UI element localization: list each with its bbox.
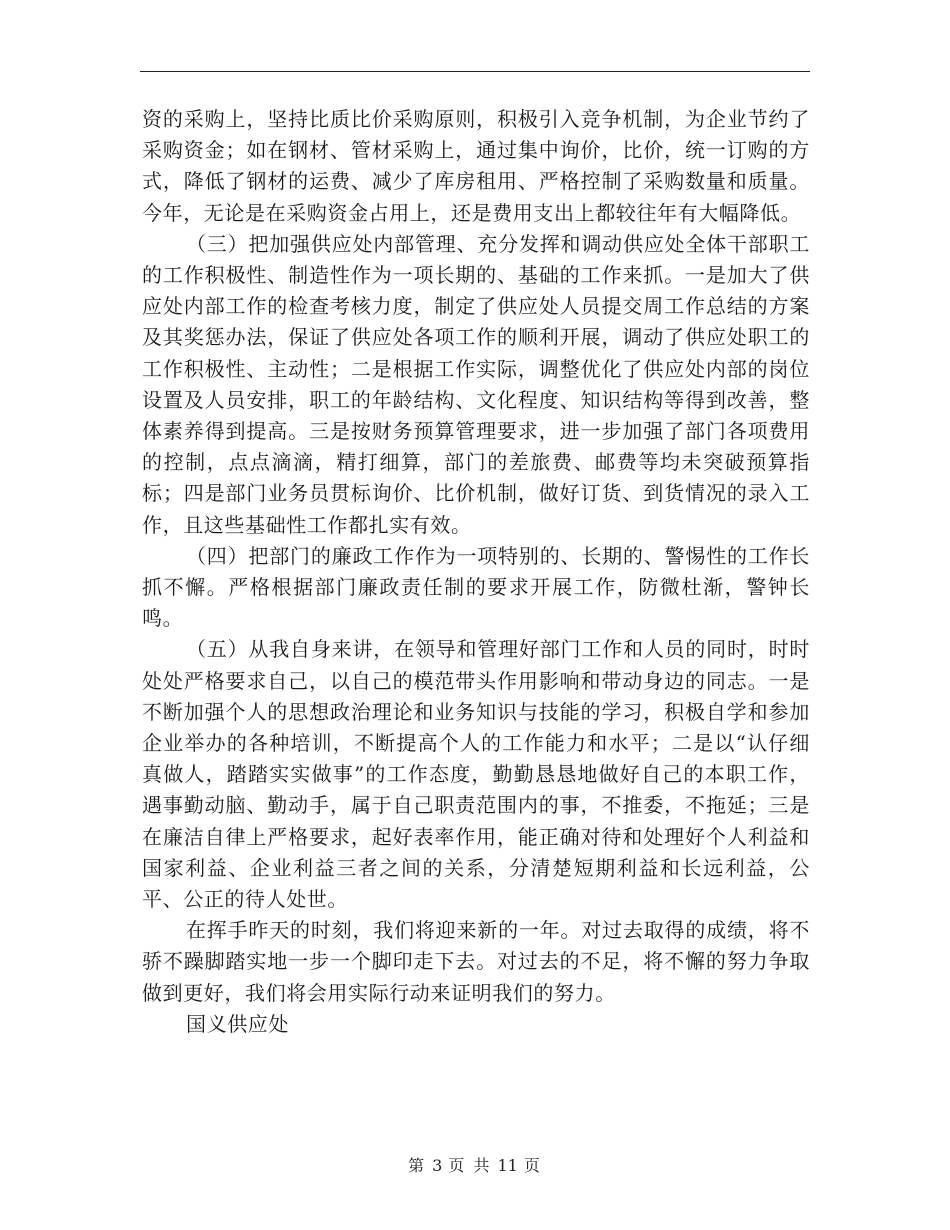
signature: 国义供应处 bbox=[186, 1011, 289, 1036]
page-footer bbox=[0, 1153, 950, 1176]
paragraph-section-5: （五）从我自身来讲，在领导和管理好部门工作和人员的同时，时时处处严格要求自己，以自己的模范带头作用影响和带动身边的同志。一是不断加强个人的思想政治理论和业务知识与技能的学习，积极自学和参加企业举办的各种培训，不断提高个人的工作能力和水平；二是以“认仔细真做人，踏踏实实做事”的工作态度，勤勤恳恳地做好自己的本职工作，遇事勤动脑、勤动手，属于自己职责范围内的事，不推委，不拖延；三是在廉洁自律上严格要求，起好表率作用，能正确对待和处理好个人利益和国家利益、企业利益三者之间的关系，分清楚短期利益和长远利益，公平、公正的待人处世。 bbox=[142, 637, 810, 912]
paragraph-closing: 在挥手昨天的时刻，我们将迎来新的一年。对过去取得的成绩，将不骄不躁脚踏实地一步一个脚印走下去。对过去的不足，将不懈的努力争取做到更好，我们将会用实际行动来证明我们的努力。 bbox=[142, 918, 810, 1005]
footer-middle: 页 共 bbox=[448, 1156, 492, 1175]
document-body bbox=[142, 104, 810, 1040]
paragraph-continued: 资的采购上，坚持比质比价采购原则，积极引入竞争机制，为企业节约了采购资金；如在钢材、管材采购上，通过集中询价，比价，统一订购的方式，降低了钢材的运费、减少了库房租用、严格控制了采购数量和质量。今年，无论是在采购资金占用上，还是费用支出上都较往年有大幅降低。 bbox=[142, 107, 810, 225]
footer-suffix: 页 bbox=[523, 1156, 542, 1175]
current-page-number: 3 bbox=[432, 1156, 443, 1175]
header-rule bbox=[140, 71, 810, 72]
total-page-count: 11 bbox=[497, 1156, 518, 1175]
footer-prefix: 第 bbox=[408, 1156, 427, 1175]
paragraph-section-4: （四）把部门的廉政工作作为一项特别的、长期的、警惕性的工作长抓不懈。严格根据部门廉政责任制的要求开展工作，防微杜渐，警钟长鸣。 bbox=[142, 543, 810, 631]
paragraph-section-3: （三）把加强供应处内部管理、充分发挥和调动供应处全体干部职工的工作积极性、制造性作为一项长期的、基础的工作来抓。一是加大了供应处内部工作的检查考核力度，制定了供应处人员提交周工作总结的方案及其奖惩办法，保证了供应处各项工作的顺利开展，调动了供应处职工的工作积极性、主动性；二是根据工作实际，调整优化了供应处内部的岗位设置及人员安排，职工的年龄结构、文化程度、知识结构等得到改善，整体素养得到提高。三是按财务预算管理要求，进一步加强了部门各项费用的控制，点点滴滴，精打细算，部门的差旅费、邮费等均未突破预算指标；四是部门业务员贯标询价、比价机制，做好订货、到货情况的录入工作，且这些基础性工作都扎实有效。 bbox=[142, 231, 810, 537]
